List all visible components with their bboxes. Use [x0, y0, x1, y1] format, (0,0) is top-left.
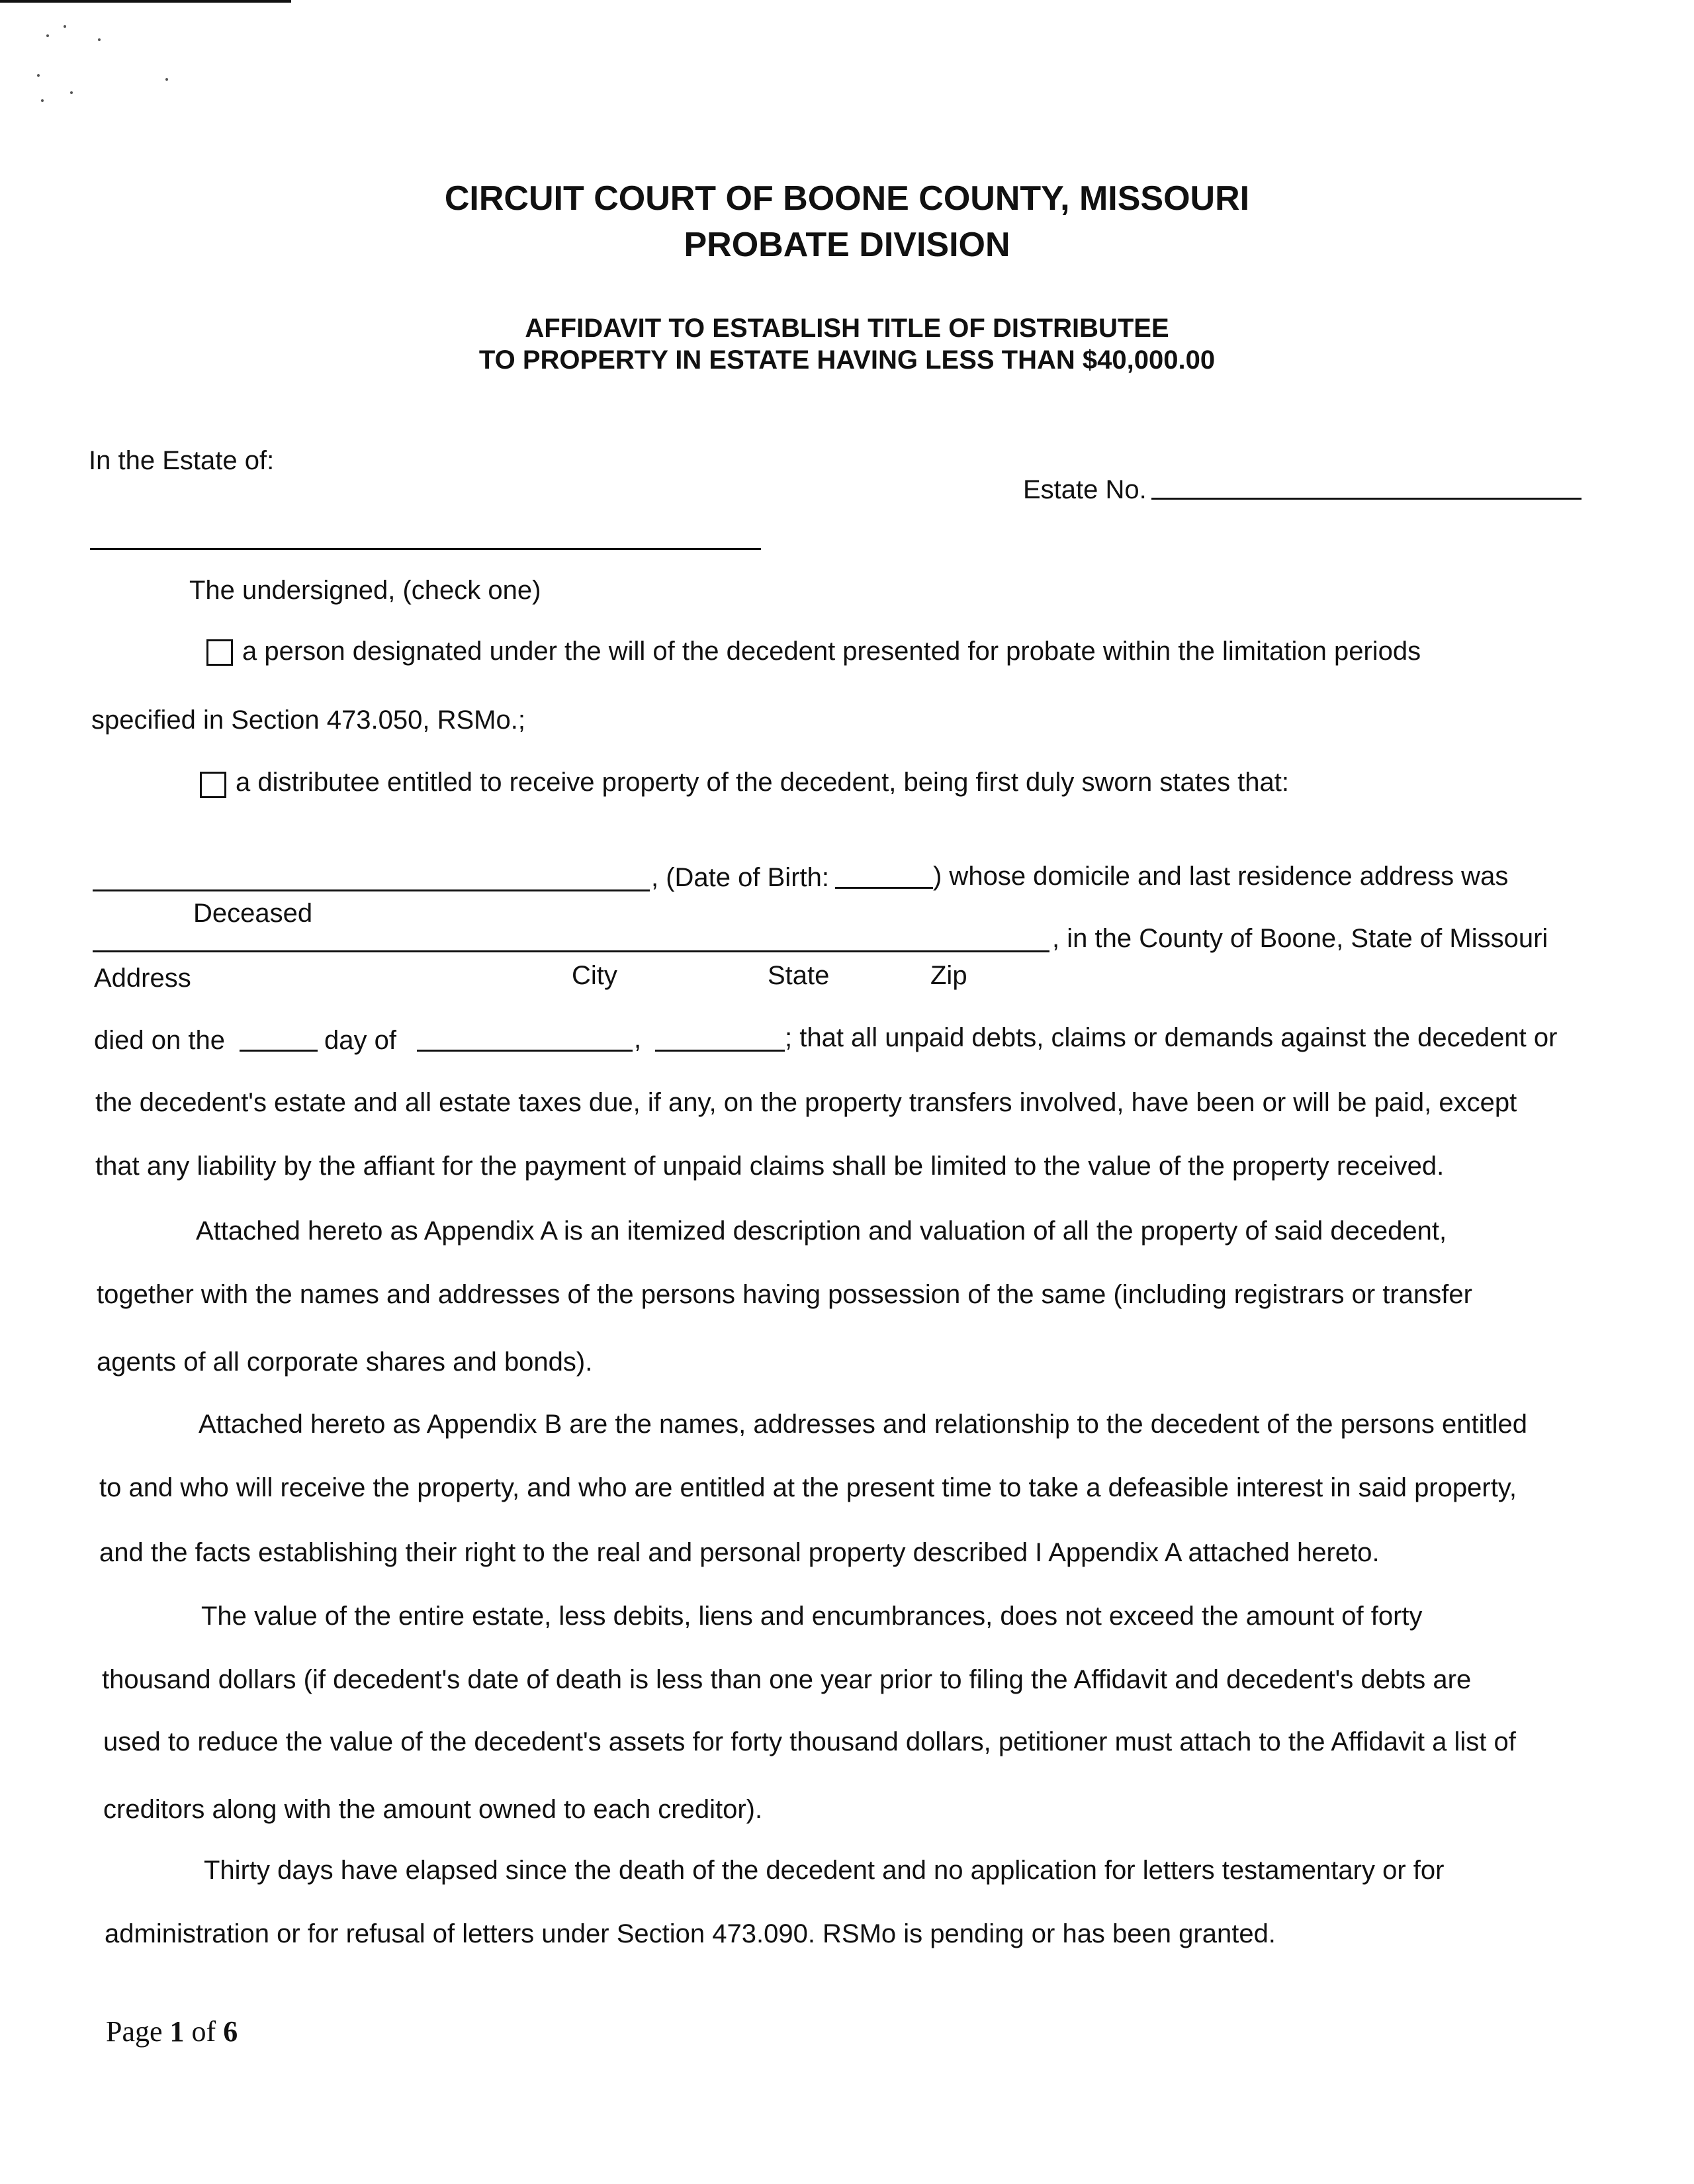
thirty-days-line2: administration or for refusal of letters under Section 473.090. RSMo is pending or has been granted.	[105, 1919, 1276, 1948]
scan-speck	[98, 38, 101, 41]
thirty-days-line1: Thirty days have elapsed since the death of the decedent and no application for letters testamentary or for	[204, 1856, 1445, 1885]
appendix-a-line3: agents of all corporate shares and bonds).	[97, 1347, 593, 1377]
scan-top-rule	[0, 0, 291, 3]
address-label: Address	[94, 964, 191, 993]
estate-name-field[interactable]	[90, 548, 761, 550]
appendix-a-line1: Attached hereto as Appendix A is an itemized description and valuation of all the property of said decedent,	[196, 1216, 1447, 1246]
value-line2: thousand dollars (if decedent's date of death is less than one year prior to filing the Affidavit and decedent's debts are	[102, 1665, 1472, 1694]
dob-label-close: ) whose domicile and last residence address was	[933, 862, 1509, 891]
scan-speck	[64, 25, 66, 28]
city-label: City	[572, 961, 617, 990]
page-total: 6	[223, 2015, 238, 2048]
appendix-b-line3: and the facts establishing their right to the real and personal property described I Appendix A attached hereto.	[99, 1538, 1380, 1567]
appendix-b-line1: Attached hereto as Appendix B are the names, addresses and relationship to the decedent of the persons entitled	[199, 1410, 1528, 1439]
death-year-field[interactable]	[655, 1050, 785, 1052]
undersigned-intro: The undersigned, (check one)	[189, 576, 541, 605]
page-word: Page	[106, 2015, 163, 2048]
scan-speck	[165, 78, 168, 81]
scan-speck	[70, 91, 73, 94]
appendix-b-line2: to and who will receive the property, and who are entitled at the present time to take a defeasible interest in said property,	[99, 1473, 1517, 1502]
deceased-name-field[interactable]	[93, 889, 650, 891]
death-day-field[interactable]	[240, 1050, 318, 1052]
division-title: PROBATE DIVISION	[684, 226, 1010, 264]
scan-speck	[37, 74, 40, 77]
estate-no-field[interactable]	[1151, 498, 1582, 500]
will-designee-checkbox[interactable]	[206, 639, 233, 666]
option2-text: a distributee entitled to receive property of the decedent, being first duly sworn states that:	[236, 768, 1290, 797]
distributee-checkbox[interactable]	[200, 772, 226, 798]
address-field[interactable]	[93, 950, 1049, 952]
dob-field[interactable]	[835, 887, 933, 889]
page-indicator	[106, 2015, 238, 2048]
value-line3: used to reduce the value of the decedent's assets for forty thousand dollars, petitioner must attach to the Affidavit a list of	[103, 1727, 1516, 1756]
day-of-label: day of	[324, 1026, 396, 1055]
zip-label: Zip	[930, 961, 967, 990]
option1-text-line1: a person designated under the will of the decedent presented for probate within the limitation periods	[242, 637, 1421, 666]
page-number: 1	[169, 2015, 185, 2048]
court-title: CIRCUIT COURT OF BOONE COUNTY, MISSOURI	[444, 179, 1250, 218]
death-month-field[interactable]	[417, 1050, 633, 1052]
scan-speck	[41, 99, 44, 102]
estate-no-label: Estate No.	[1023, 475, 1147, 504]
of-word: of	[191, 2015, 216, 2048]
appendix-a-line2: together with the names and addresses of the persons having possession of the same (including registrars or transfer	[97, 1280, 1472, 1309]
affidavit-title-line2: TO PROPERTY IN ESTATE HAVING LESS THAN $40,000.00	[478, 345, 1216, 375]
value-line1: The value of the entire estate, less debits, liens and encumbrances, does not exceed the amount of forty	[201, 1602, 1423, 1631]
value-line4: creditors along with the amount owned to each creditor).	[103, 1795, 763, 1824]
dob-label-open: , (Date of Birth:	[651, 863, 829, 892]
estate-of-label: In the Estate of:	[89, 446, 275, 475]
deceased-label: Deceased	[193, 899, 313, 928]
died-on-label: died on the	[94, 1026, 225, 1055]
scan-speck	[46, 34, 49, 37]
date-comma: ,	[634, 1024, 642, 1054]
debts-line3: that any liability by the affiant for the payment of unpaid claims shall be limited to the value of the property received.	[95, 1152, 1445, 1181]
option1-text-line2: specified in Section 473.050, RSMo.;	[91, 705, 525, 735]
debts-line2: the decedent's estate and all estate taxes due, if any, on the property transfers involved, have been or will be paid, except	[95, 1088, 1517, 1117]
state-label: State	[768, 961, 830, 990]
affidavit-title-line1: AFFIDAVIT TO ESTABLISH TITLE OF DISTRIBUTEE	[525, 314, 1169, 343]
county-state-text: , in the County of Boone, State of Missouri	[1052, 924, 1548, 953]
debts-text: ; that all unpaid debts, claims or demands against the decedent or	[785, 1023, 1558, 1052]
